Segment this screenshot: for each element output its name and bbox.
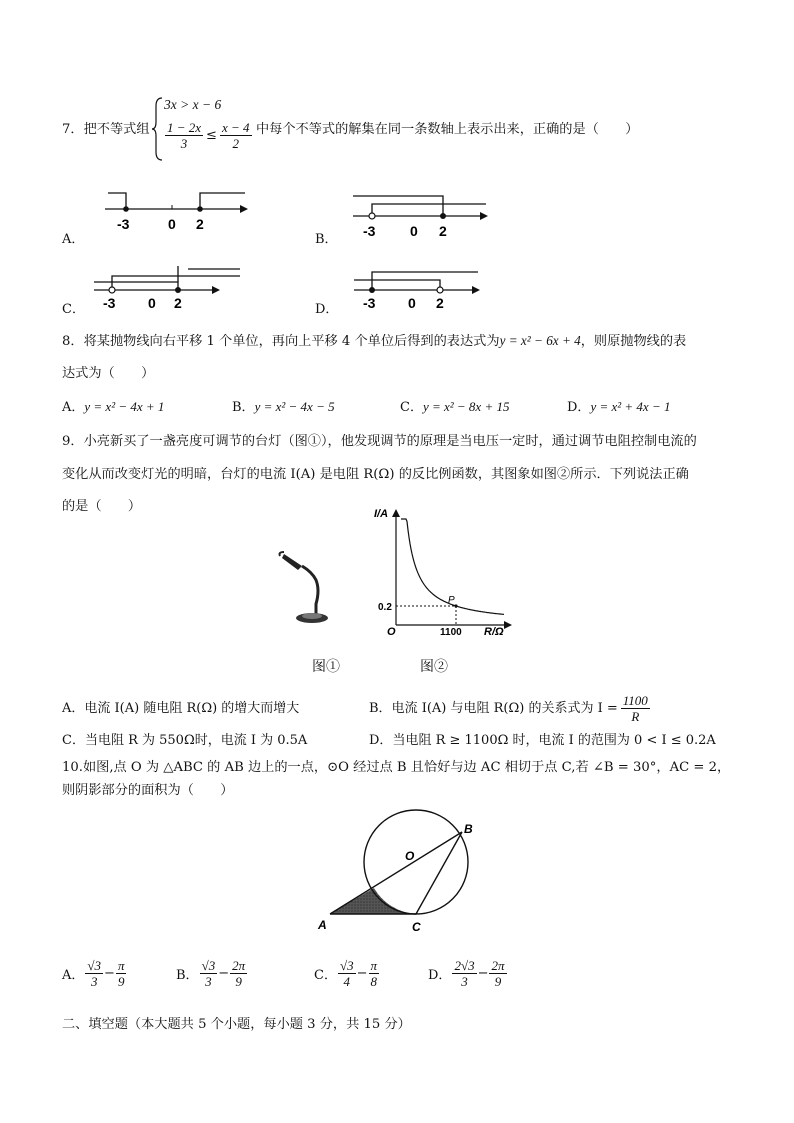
q9-option-a[interactable]: A．电流 I(A) 随电阻 R(Ω) 的增大而增大 — [62, 701, 300, 716]
q8-expr: y = x² − 6x + 4 — [499, 333, 581, 348]
q9-x-tick: 1100 — [440, 627, 462, 637]
q10-label-a: A — [318, 918, 327, 932]
q7-system-brace — [152, 96, 164, 162]
q9-option-b[interactable]: B．电流 I(A) 与电阻 R(Ω) 的关系式为 I = $\frac{1100}{R}$ — [369, 693, 648, 724]
svg-text:2: 2 — [439, 223, 447, 239]
q10-label-c: C — [412, 920, 421, 934]
q7-option-d-label[interactable]: D． — [315, 302, 339, 317]
svg-text:-3: -3 — [103, 295, 116, 311]
q9-x-axis-label: R/Ω — [484, 626, 504, 637]
q9-current-resistance-graph — [370, 505, 520, 637]
q10-label-o: O — [405, 849, 415, 863]
q9-point-p — [454, 604, 457, 607]
fig1-caption: 图① — [312, 659, 340, 675]
q9-option-c[interactable]: C．当电阻 R 为 550Ω时，电流 I 为 0.5A — [62, 733, 308, 748]
q9-origin-label: O — [387, 626, 396, 637]
q9-y-axis-label: I/A — [374, 508, 389, 520]
q8-stem-line1: 8．将某抛物线向右平移 1 个单位，再向上平移 4 个单位后得到的表达式为y = x² − 6x + 4，则原抛物线的表 — [62, 333, 687, 349]
q10-option-c[interactable]: C． $\frac{√3}{4}$ − $\frac{\pi}{8}$ — [314, 958, 378, 989]
q8-option-d[interactable]: D．y = x² + 4x − 1 — [567, 399, 671, 415]
q10-segment-bc — [416, 832, 462, 914]
q7-option-b-label[interactable]: B． — [315, 232, 338, 247]
q7-option-b-numberline[interactable] — [348, 190, 498, 240]
q8-option-b[interactable]: B．y = x² − 4x − 5 — [232, 399, 335, 415]
q10-stem-line2: 则阴影部分的面积为（ ） — [62, 783, 234, 798]
q7a-tick-2: 2 — [196, 216, 204, 232]
q7-stem-tail: 中每个不等式的解集在同一条数轴上表示出来，正确的是（ ） — [256, 122, 639, 137]
q7-option-d-numberline[interactable] — [350, 262, 490, 312]
q7a-tick-0: 0 — [168, 216, 176, 232]
q8-stem-line2: 达式为（ ） — [62, 366, 155, 381]
desk-lamp-image — [276, 546, 336, 628]
svg-text:0: 0 — [410, 223, 418, 239]
svg-text:0: 0 — [148, 295, 156, 311]
q10-option-b[interactable]: B． $\frac{√3}{3}$ − $\frac{2\pi}{9}$ — [176, 958, 246, 989]
q7a-tick-neg3: -3 — [117, 216, 130, 232]
q10-stem-line1: 10.如图,点 O 为 △ABC 的 AB 边上的一点，⊙O 经过点 B 且恰好与边 AC 相切于点 C,若 ∠B = 30°，AC = 2， — [62, 760, 731, 775]
svg-text:2: 2 — [436, 295, 444, 311]
q10-label-b: B — [464, 822, 473, 836]
q9-stem-line3: 的是（ ） — [62, 499, 142, 514]
svg-text:-3: -3 — [363, 223, 376, 239]
q9-stem-line2: 变化从而改变灯光的明暗，台灯的电流 I(A) 是电阻 R(Ω) 的反比例函数，其图象如图②所示．下列说法正确 — [62, 467, 689, 482]
q9-p-label: P — [448, 595, 455, 606]
q9-y-tick: 0.2 — [378, 602, 392, 613]
q8-option-c[interactable]: C．y = x² − 8x + 15 — [400, 399, 510, 415]
q7-system-line1: 3x > x − 6 — [164, 97, 222, 112]
q9-option-d[interactable]: D．当电阻 R ≥ 1100Ω 时，电流 I 的范围为 0 < I ≤ 0.2A — [369, 733, 716, 748]
q7-option-a-numberline[interactable] — [100, 185, 250, 235]
svg-text:0: 0 — [408, 295, 416, 311]
q7-number: 7．把不等式组 — [62, 122, 150, 137]
q7-system-line2: $\frac{1 - 2x}{3}$ ≤ $\frac{x - 4}{2}$ — [167, 120, 250, 151]
q10-segment-ab — [330, 832, 462, 914]
q10-circle-triangle-figure — [312, 805, 502, 935]
q10-option-d[interactable]: D． $\frac{2√3}{3}$ − $\frac{2\pi}{9}$ — [428, 958, 505, 989]
svg-text:-3: -3 — [363, 295, 376, 311]
q7-option-a-label[interactable]: A． — [62, 232, 85, 247]
q7-option-c-label[interactable]: C． — [62, 302, 85, 317]
q8-option-a[interactable]: A．y = x² − 4x + 1 — [62, 399, 165, 415]
fig2-caption: 图② — [420, 659, 448, 675]
q9-stem-line1: 9．小亮新买了一盏亮度可调节的台灯（图①），他发现调节的原理是当电压一定时，通过调节电阻控制电流的 — [62, 434, 697, 449]
q10-circle — [364, 810, 468, 914]
q10-option-a[interactable]: A． $\frac{√3}{3}$ − $\frac{\pi}{9}$ — [62, 958, 125, 989]
svg-text:2: 2 — [174, 295, 182, 311]
section-2-heading: 二、填空题（本大题共 5 个小题，每小题 3 分，共 15 分） — [62, 1017, 411, 1032]
q7-option-c-numberline[interactable] — [90, 264, 250, 312]
